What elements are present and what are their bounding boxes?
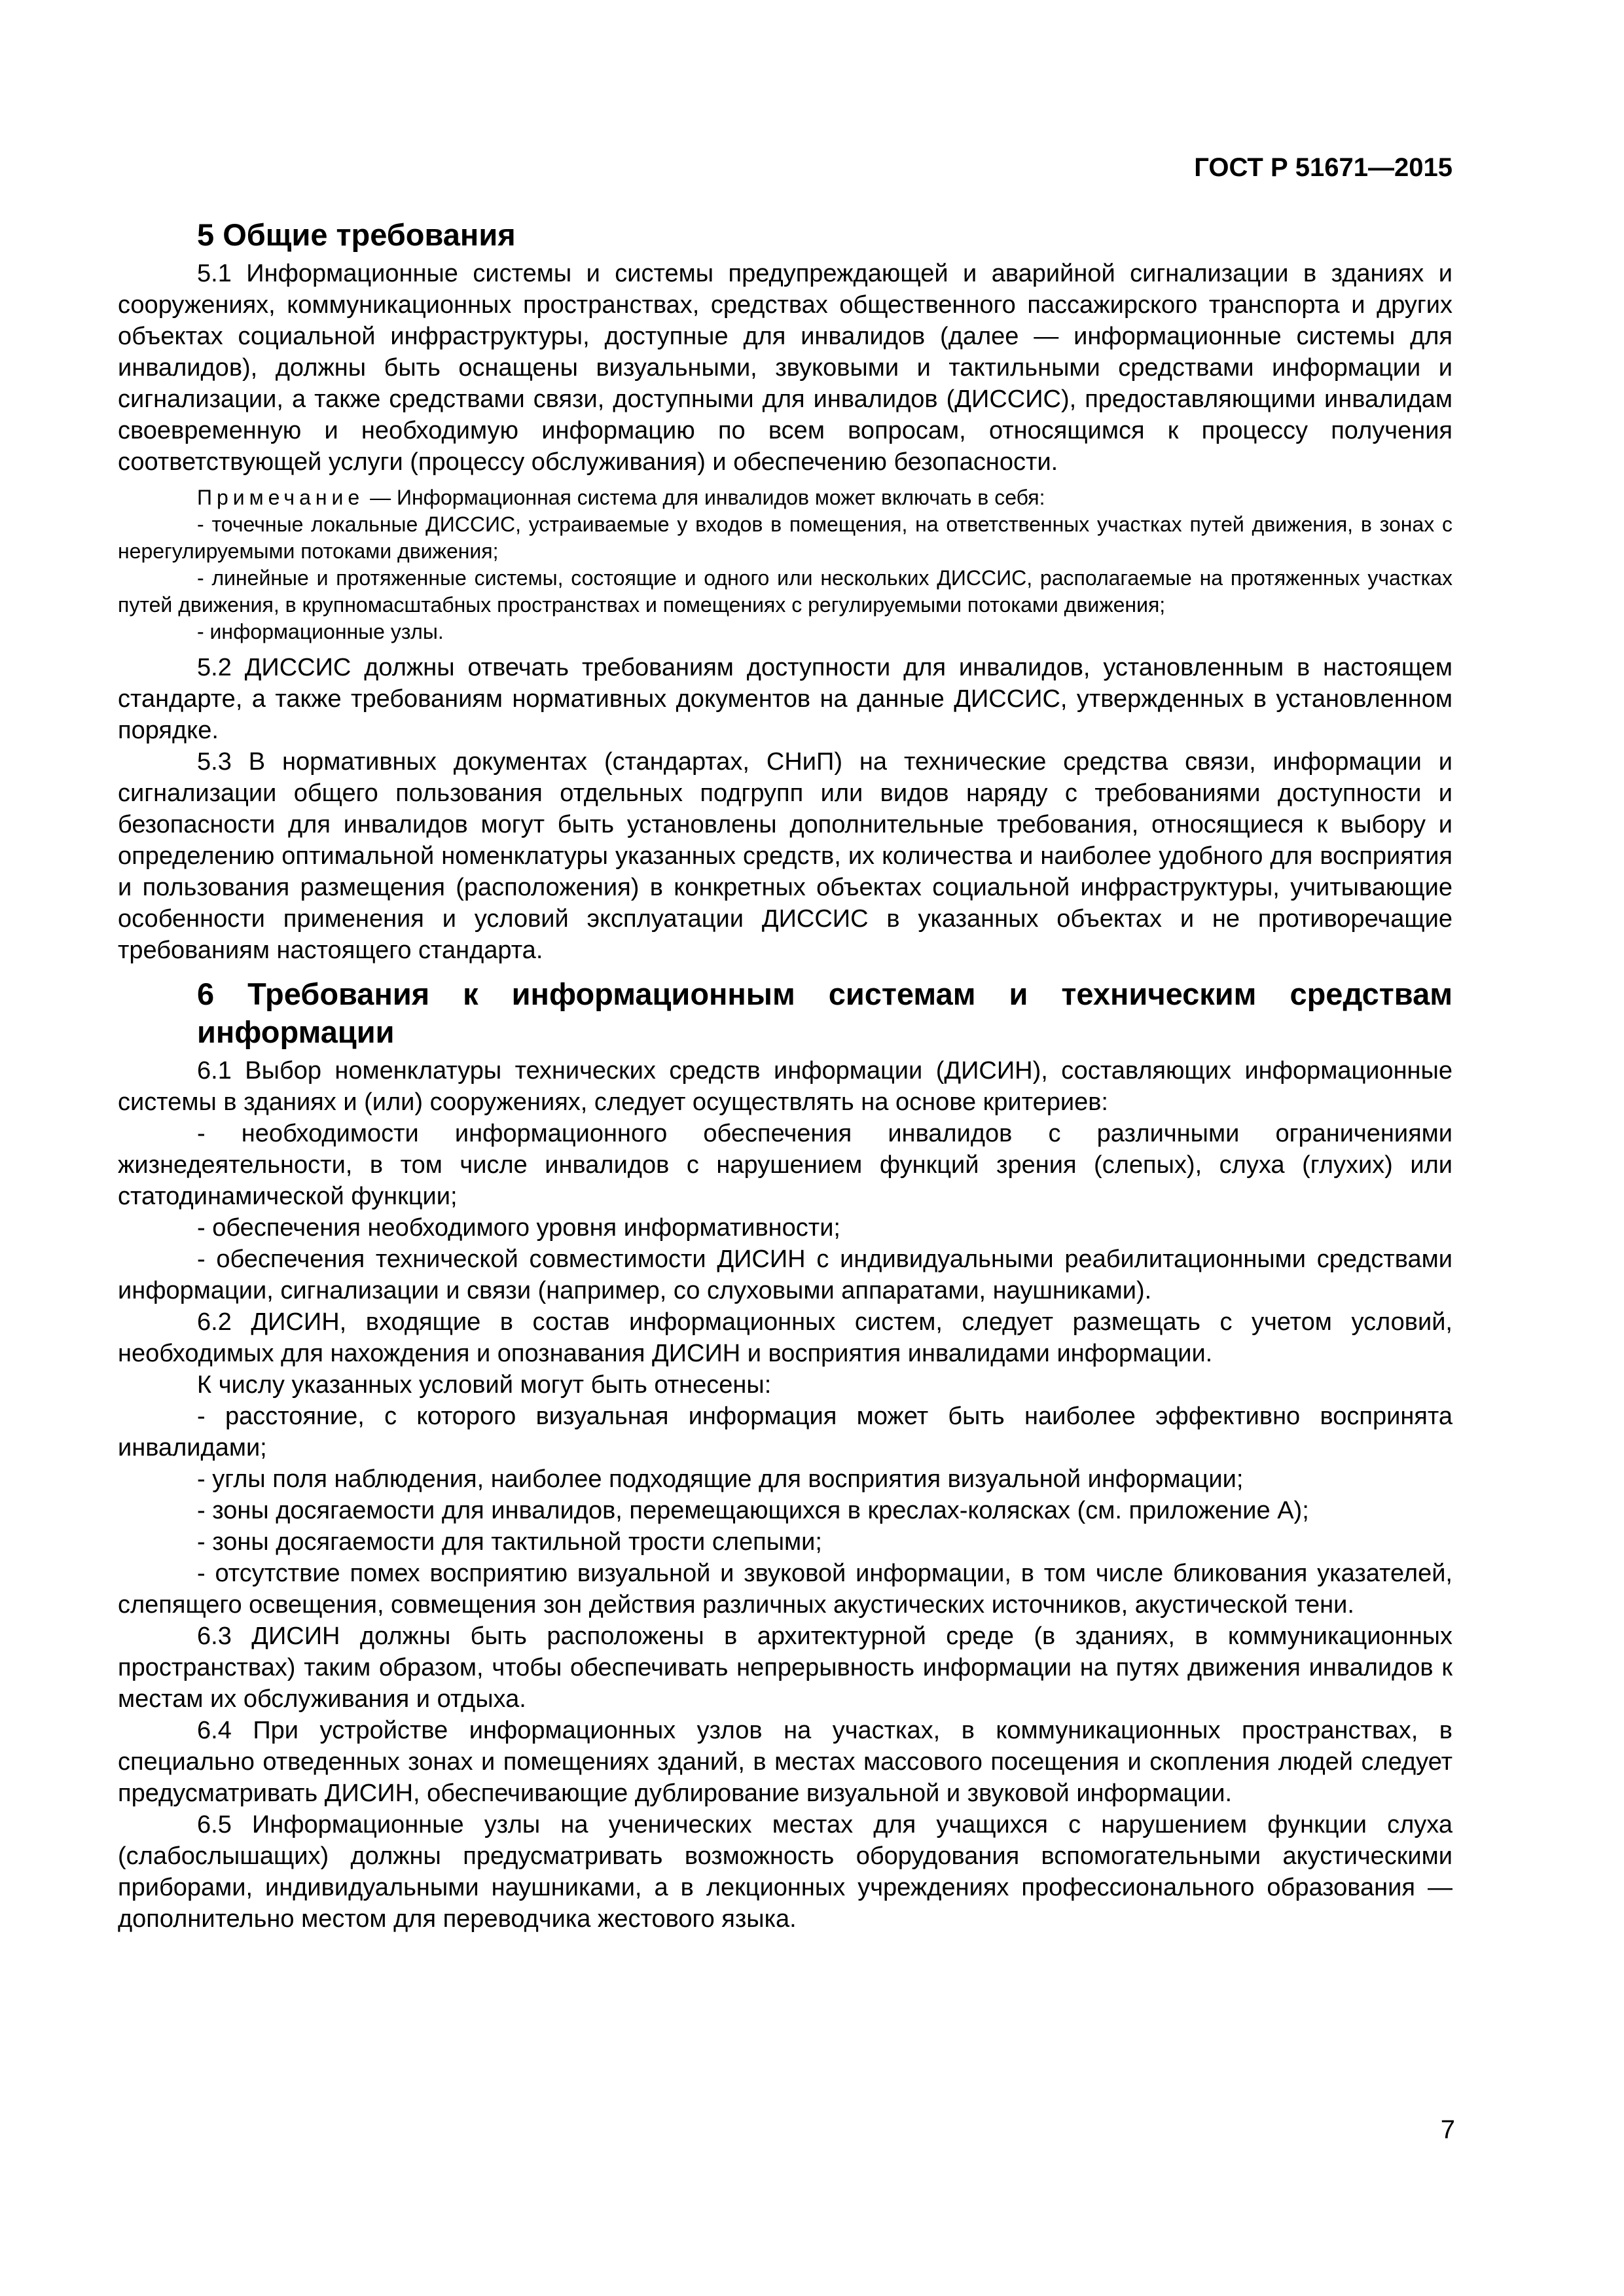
note-item-2: - линейные и протяженные системы, состоящие и одного или нескольких ДИССИС, располагаемые на протяженных участках путей движения, в крупномасштабных пространствах и помещениях с регулируемыми потоками движения; — [118, 566, 1453, 617]
paragraph-6-1: 6.1 Выбор номенклатуры технических средств информации (ДИСИН), составляющих информационные системы в зданиях и (или) сооружениях, следует осуществлять на основе критериев: — [118, 1057, 1453, 1116]
list-item-6-2-c: - зоны досягаемости для инвалидов, перемещающихся в креслах-колясках (см. приложение А); — [197, 1497, 1309, 1524]
paragraph-5-2: 5.2 ДИССИС должны отвечать требованиям доступности для инвалидов, установленным в настоящем стандарте, а также требованиям нормативных документов на данные ДИССИС, утвержденных в установленном порядке. — [118, 654, 1453, 744]
document-body — [118, 216, 1453, 1935]
paragraph-6-2-intro: К числу указанных условий могут быть отнесены: — [197, 1371, 772, 1399]
list-item-6-1-a: - необходимости информационного обеспечения инвалидов с различными ограничениями жизнедеятельности, в том числе инвалидов с нарушением функций зрения (слепых), слуха (глухих) или статодинамической функции; — [118, 1120, 1453, 1210]
note-intro — [118, 484, 1453, 511]
paragraph-6-5: 6.5 Информационные узлы на ученических местах для учащихся с нарушением функции слуха (слабослышащих) должны предусматривать возможность оборудования вспомогательными акустическими приборами, индивидуальными наушниками, а в лекционных учреждениях профессионального образования — дополнительно местом для переводчика жестового языка. — [118, 1811, 1453, 1933]
note-intro-text: — Информационная система для инвалидов может включать в себя: — [364, 486, 1045, 509]
document-header: ГОСТ Р 51671—2015 — [1194, 153, 1453, 182]
list-item-6-2-e: - отсутствие помех восприятию визуальной и звуковой информации, в том числе бликования указателей, слепящего освещения, совмещения зон действия различных акустических источников, акустической тени. — [118, 1560, 1453, 1619]
paragraph-6-3: 6.3 ДИСИН должны быть расположены в архитектурной среде (в зданиях, в коммуникационных пространствах) таким образом, чтобы обеспечивать непрерывность информации на путях движения инвалидов к местам их обслуживания и отдыха. — [118, 1623, 1453, 1713]
note-item-3: - информационные узлы. — [197, 620, 444, 643]
section-5-title: 5 Общие требования — [197, 217, 516, 252]
list-item-6-1-c: - обеспечения технической совместимости ДИСИН с индивидуальными реабилитационными средствами информации, сигнализации и связи (например, со слуховыми аппаратами, наушниками). — [118, 1246, 1453, 1304]
note-label: Примечание — [197, 486, 365, 509]
page-number: 7 — [1440, 2115, 1455, 2144]
note-item-1: - точечные локальные ДИССИС, устраиваемые у входов в помещения, на ответственных участках путей движения, в зонах с нерегулируемыми потоками движения; — [118, 512, 1453, 563]
paragraph-6-4: 6.4 При устройстве информационных узлов на участках, в коммуникационных пространствах, в специально отведенных зонах и помещениях зданий, в местах массового посещения и скопления людей следует предусматривать ДИСИН, обеспечивающие дублирование визуальной и звуковой информации. — [118, 1717, 1453, 1807]
list-item-6-1-b: - обеспечения необходимого уровня информативности; — [197, 1214, 840, 1242]
list-item-6-2-a: - расстояние, с которого визуальная информация может быть наиболее эффективно воспринята инвалидами; — [118, 1403, 1453, 1462]
section-6-title: 6 Требования к информационным системам и техническим средствам информации — [197, 977, 1453, 1049]
paragraph-5-3: 5.3 В нормативных документах (стандартах, СНиП) на технические средства связи, информации и сигнализации общего пользования отдельных подгрупп или видов наряду с требованиями доступности и безопасности для инвалидов могут быть установлены дополнительные требования, относящиеся к выбору и определению оптимальной номенклатуры указанных средств, их количества и наиболее удобного для восприятия и пользования размещения (расположения) в конкретных объектах социальной инфраструктуры, учитывающие особенности применения и условий эксплуатации ДИССИС в указанных объектах и не противоречащие требованиям настоящего стандарта. — [118, 748, 1453, 964]
paragraph-5-1: 5.1 Информационные системы и системы предупреждающей и аварийной сигнализации в зданиях и сооружениях, коммуникационных пространствах, средствах общественного пассажирского транспорта и других объектах социальной инфраструктуры, доступные для инвалидов (далее — информационные системы для инвалидов), должны быть оснащены визуальными, звуковыми и тактильными средствами информации и сигнализации, а также средствами связи, доступными для инвалидов (ДИССИС), предоставляющими инвалидам своевременную и необходимую информацию по всем вопросам, относящимся к процессу получения соответствующей услуги (процессу обслуживания) и обеспечению безопасности. — [118, 260, 1453, 476]
list-item-6-2-d: - зоны досягаемости для тактильной трости слепыми; — [197, 1528, 822, 1556]
paragraph-6-2: 6.2 ДИСИН, входящие в состав информационных систем, следует размещать с учетом условий, необходимых для нахождения и опознавания ДИСИН и восприятия инвалидами информации. — [118, 1308, 1453, 1367]
list-item-6-2-b: - углы поля наблюдения, наиболее подходящие для восприятия визуальной информации; — [197, 1465, 1244, 1493]
